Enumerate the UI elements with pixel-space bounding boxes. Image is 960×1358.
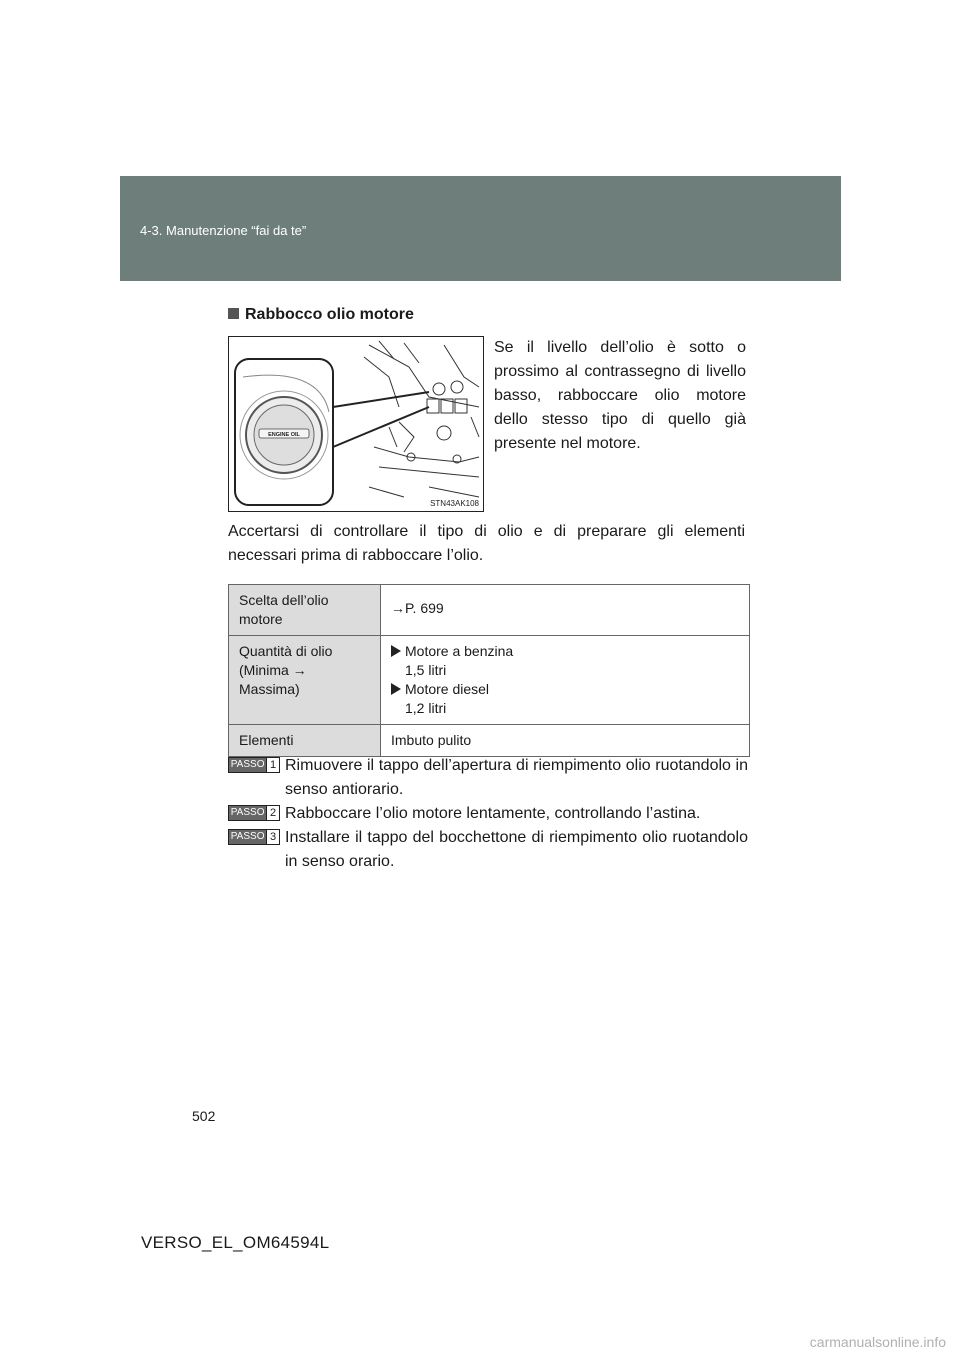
step-3 [228,826,748,874]
section-title: 4-3. Manutenzione “fai da te” [140,223,307,238]
table-row [229,725,750,757]
step-badge: PASSO 3 [228,829,280,845]
petrol-engine-label: Motore a benzina [405,643,514,659]
step-text: Rimuovere il tappo dell’apertura di riempimento olio ruotandolo in senso antiorario. [285,757,748,798]
section-heading [228,306,414,324]
triangle-bullet-icon [391,645,401,657]
diesel-engine-label: Motore diesel [405,681,490,697]
intro-text: Se il livello dell’olio è sotto o prossimo al contrassegno di livello basso, rabboccare olio motore dello stesso tipo di quello già presente nel motore. [494,339,746,452]
step-text: Installare il tappo del bocchettone di riempimento olio ruotandolo in senso orario. [285,829,748,870]
cap-label: ENGINE OIL [268,432,300,438]
table-row [229,636,750,725]
table-row [229,585,750,636]
step-1 [228,754,748,802]
table-value: →P. 699 [381,585,750,636]
watermark: carmanualsonline.info [809,1334,946,1350]
step-2 [228,802,748,826]
table-label: Elementi [229,725,381,757]
engine-oil-cap-illustration [228,336,484,512]
table-value: Imbuto pulito [381,725,750,757]
page-number: 502 [192,1108,216,1124]
square-bullet-icon [228,308,239,319]
step-badge: PASSO 2 [228,805,280,821]
petrol-engine-quantity: 1,5 litri [405,662,447,678]
engine-bay-drawing [229,337,484,512]
figure-code: STN43AK108 [430,499,479,508]
preparation-paragraph: Accertarsi di controllare il tipo di olio e di preparare gli elementi necessari prima di rabboccare l’olio. [228,523,745,564]
oil-spec-table [228,584,750,757]
document-code: VERSO_EL_OM64594L [141,1233,330,1252]
table-label: Quantità di olio (Minima → Massima) [229,636,381,725]
step-badge: PASSO 1 [228,757,280,773]
triangle-bullet-icon [391,683,401,695]
step-text: Rabboccare l’olio motore lentamente, controllando l’astina. [285,805,701,822]
heading-text: Rabbocco olio motore [245,306,414,323]
table-label: Scelta dell’olio motore [229,585,381,636]
diesel-engine-quantity: 1,2 litri [405,700,447,716]
table-value [381,636,750,725]
